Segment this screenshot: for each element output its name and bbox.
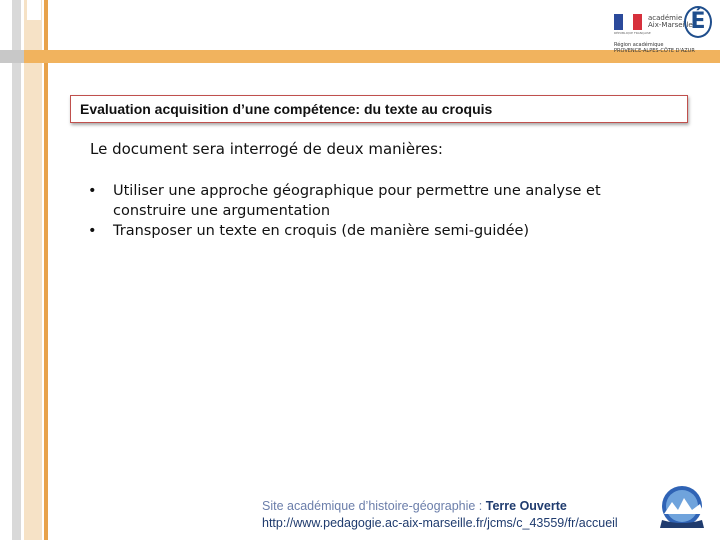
academie-logo (614, 4, 714, 52)
decorative-horizontal-bar-gray (0, 50, 24, 63)
bullet-item (88, 181, 628, 221)
footer-url-link[interactable]: http://www.pedagogie.ac-aix-marseille.fr/jcms/c_43559/fr/accueil (262, 516, 618, 530)
bullet-item (88, 221, 628, 241)
decorative-horizontal-bar (0, 50, 720, 63)
footer-site-line (262, 499, 567, 513)
academie-line-2: Aix-Marseille (648, 21, 693, 29)
bullet-icon: • (88, 183, 97, 199)
bullet-list (88, 181, 628, 241)
republic-text: RÉPUBLIQUE FRANÇAISE (614, 31, 651, 35)
academie-e-logo-icon: É (684, 6, 712, 38)
french-flag-icon (614, 14, 642, 30)
decorative-vertical-bar-orange-dark (44, 0, 48, 540)
footer-site-prefix: Site académique d’histoire-géographie : (262, 499, 486, 513)
decorative-corner (27, 0, 41, 20)
terre-ouverte-logo-icon (652, 484, 712, 530)
footer-site-name[interactable]: Terre Ouverte (485, 499, 567, 513)
decorative-vertical-bar-gray (12, 0, 21, 540)
bullet-text: Transposer un texte en croquis (de manière semi-guidée) (113, 223, 530, 239)
academie-line-1: académie (648, 14, 683, 22)
region-line-2: PROVENCE-ALPES-CÔTE D'AZUR (614, 48, 695, 54)
intro-text: Le document sera interrogé de deux manières: (90, 140, 443, 158)
bullet-icon: • (88, 223, 97, 239)
region-academique (614, 42, 695, 54)
bullet-text: Utiliser une approche géographique pour permettre une analyse et construire une argumentation (113, 183, 601, 219)
region-line-1: Région académique (614, 42, 664, 48)
slide-title: Evaluation acquisition d’une compétence: du texte au croquis (80, 101, 493, 117)
decorative-vertical-bar-orange (24, 0, 42, 540)
slide-title-box (70, 95, 688, 123)
